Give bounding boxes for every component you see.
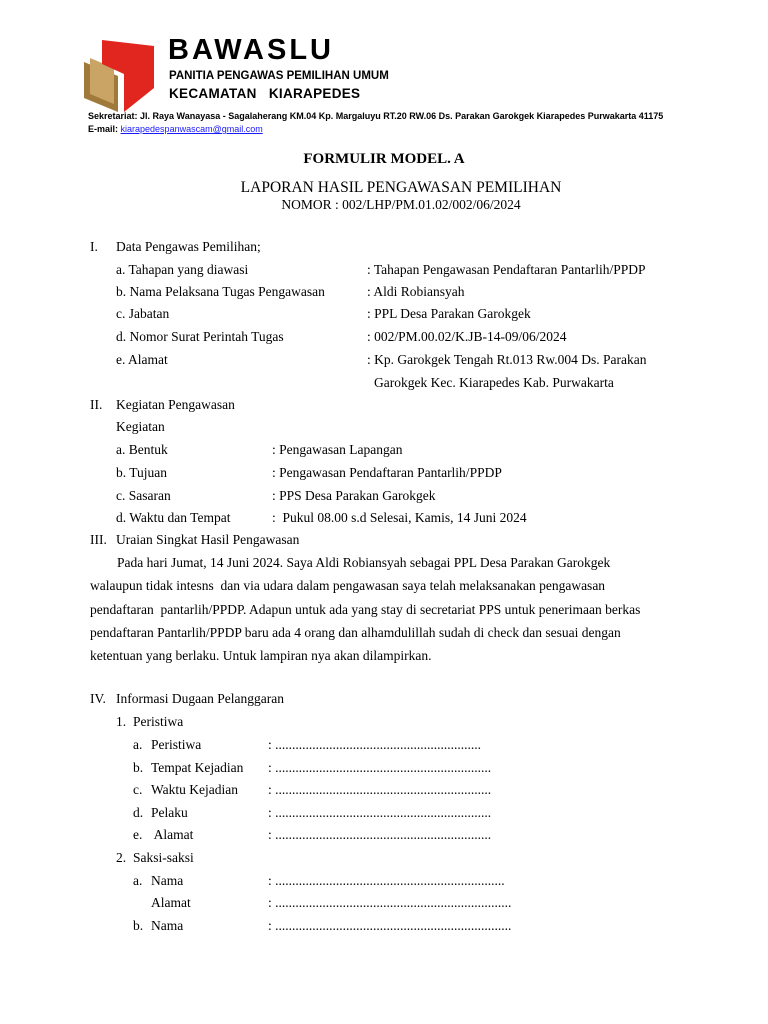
email-label: E-mail: <box>88 124 119 134</box>
field-value: : Tahapan Pengawasan Pendaftaran Pantarlih/PPDP <box>367 262 646 277</box>
item-letter: a. <box>133 737 143 752</box>
section-2-number: II. <box>90 397 103 412</box>
item-label: Tempat Kejadian <box>151 760 244 775</box>
item-label: Alamat <box>151 827 194 842</box>
item-label: Nama <box>151 873 184 888</box>
org-name: BAWASLU <box>168 34 334 66</box>
item-label: Nama <box>151 918 184 933</box>
item-label: Pelaku <box>151 805 188 820</box>
field-value: : Pukul 08.00 s.d Selesai, Kamis, 14 Juni 2024 <box>272 510 527 525</box>
section-3-number: III. <box>90 532 107 547</box>
field-label: b. Tujuan <box>116 465 168 480</box>
field-label: d. Waktu dan Tempat <box>116 510 231 525</box>
item-blank: : ................................................................ <box>268 760 492 775</box>
item-blank: : ...................................................................... <box>268 918 512 933</box>
field-label: e. Alamat <box>116 352 168 367</box>
item-letter: c. <box>133 782 143 797</box>
field-label: c. Jabatan <box>116 306 170 321</box>
field-label: c. Sasaran <box>116 488 171 503</box>
field-value: : PPS Desa Parakan Garokgek <box>272 488 436 503</box>
item-blank: : ............................................................. <box>268 737 482 752</box>
item-letter: b. <box>133 918 144 933</box>
email-line <box>88 124 263 134</box>
section-2-heading: Kegiatan Pengawasan <box>116 397 235 412</box>
report-number: NOMOR : 002/LHP/PM.01.02/002/06/2024 <box>281 197 521 212</box>
field-label: d. Nomor Surat Perintah Tugas <box>116 329 284 344</box>
item-blank: : .................................................................... <box>268 873 505 888</box>
subsection-number: 1. <box>116 714 127 729</box>
item-letter: a. <box>133 873 143 888</box>
email-link[interactable]: kiarapedespanwascam@gmail.com <box>120 124 263 134</box>
section-4-number: IV. <box>90 691 106 706</box>
item-blank: : ................................................................ <box>268 782 492 797</box>
field-value: : Pengawasan Lapangan <box>272 442 403 457</box>
field-value-continued: Garokgek Kec. Kiarapedes Kab. Purwakarta <box>374 375 614 390</box>
bawaslu-logo <box>84 40 154 112</box>
paragraph-line: pendaftaran pantarlih/PPDP. Adapun untuk ada yang stay di secretariat PPS untuk penerimaan berkas <box>90 602 641 617</box>
item-blank: : ................................................................ <box>268 805 492 820</box>
item-letter: b. <box>133 760 144 775</box>
item-label: Waktu Kejadian <box>151 782 239 797</box>
field-value: : 002/PM.00.02/K.JB-14-09/06/2024 <box>367 329 567 344</box>
item-label: Alamat <box>151 895 191 910</box>
subsection-heading: Saksi-saksi <box>133 850 194 865</box>
subsection-heading: Peristiwa <box>133 714 184 729</box>
field-value: : Aldi Robiansyah <box>367 284 465 299</box>
form-title: FORMULIR MODEL. A <box>303 151 465 167</box>
section-4-heading: Informasi Dugaan Pelanggaran <box>116 691 284 706</box>
paragraph-line: Pada hari Jumat, 14 Juni 2024. Saya Aldi Robiansyah sebagai PPL Desa Parakan Garokgek <box>90 555 611 570</box>
section-1-number: I. <box>90 239 98 254</box>
field-value: : Kp. Garokgek Tengah Rt.013 Rw.004 Ds. Parakan <box>367 352 647 367</box>
field-value: : PPL Desa Parakan Garokgek <box>367 306 531 321</box>
item-label: Peristiwa <box>151 737 202 752</box>
section-3-heading: Uraian Singkat Hasil Pengawasan <box>116 532 300 547</box>
org-subtitle-2: KECAMATAN KIARAPEDES <box>169 86 361 101</box>
item-letter: d. <box>133 805 144 820</box>
field-label: b. Nama Pelaksana Tugas Pengawasan <box>116 284 325 299</box>
paragraph-line: ketentuan yang berlaku. Untuk lampiran nya akan dilampirkan. <box>90 648 432 663</box>
section-1-heading: Data Pengawas Pemilihan; <box>116 239 261 254</box>
paragraph-line: walaupun tidak intesns dan via udara dalam pengawasan saya telah melaksanakan pengawasan <box>90 578 606 593</box>
section-2-subheading: Kegiatan <box>116 419 165 434</box>
secretariat-address: Sekretariat: Jl. Raya Wanayasa - Sagalaherang KM.04 Kp. Margaluyu RT.20 RW.06 Ds. Parakan Garokgek Kiarapedes Purwakarta 41175 <box>88 111 664 121</box>
subsection-number: 2. <box>116 850 127 865</box>
report-title: LAPORAN HASIL PENGAWASAN PEMILIHAN <box>240 179 562 196</box>
field-label: a. Bentuk <box>116 442 168 457</box>
field-label: a. Tahapan yang diawasi <box>116 262 249 277</box>
paragraph-line: pendaftaran Pantarlih/PPDP baru ada 4 orang dan alhamdulillah sudah di check dan sesuai dengan <box>90 625 621 640</box>
org-subtitle-1: PANITIA PENGAWAS PEMILIHAN UMUM <box>169 70 389 82</box>
item-letter: e. <box>133 827 143 842</box>
field-value: : Pengawasan Pendaftaran Pantarlih/PPDP <box>272 465 502 480</box>
item-blank: : ................................................................ <box>268 827 492 842</box>
item-blank: : ...................................................................... <box>268 895 512 910</box>
